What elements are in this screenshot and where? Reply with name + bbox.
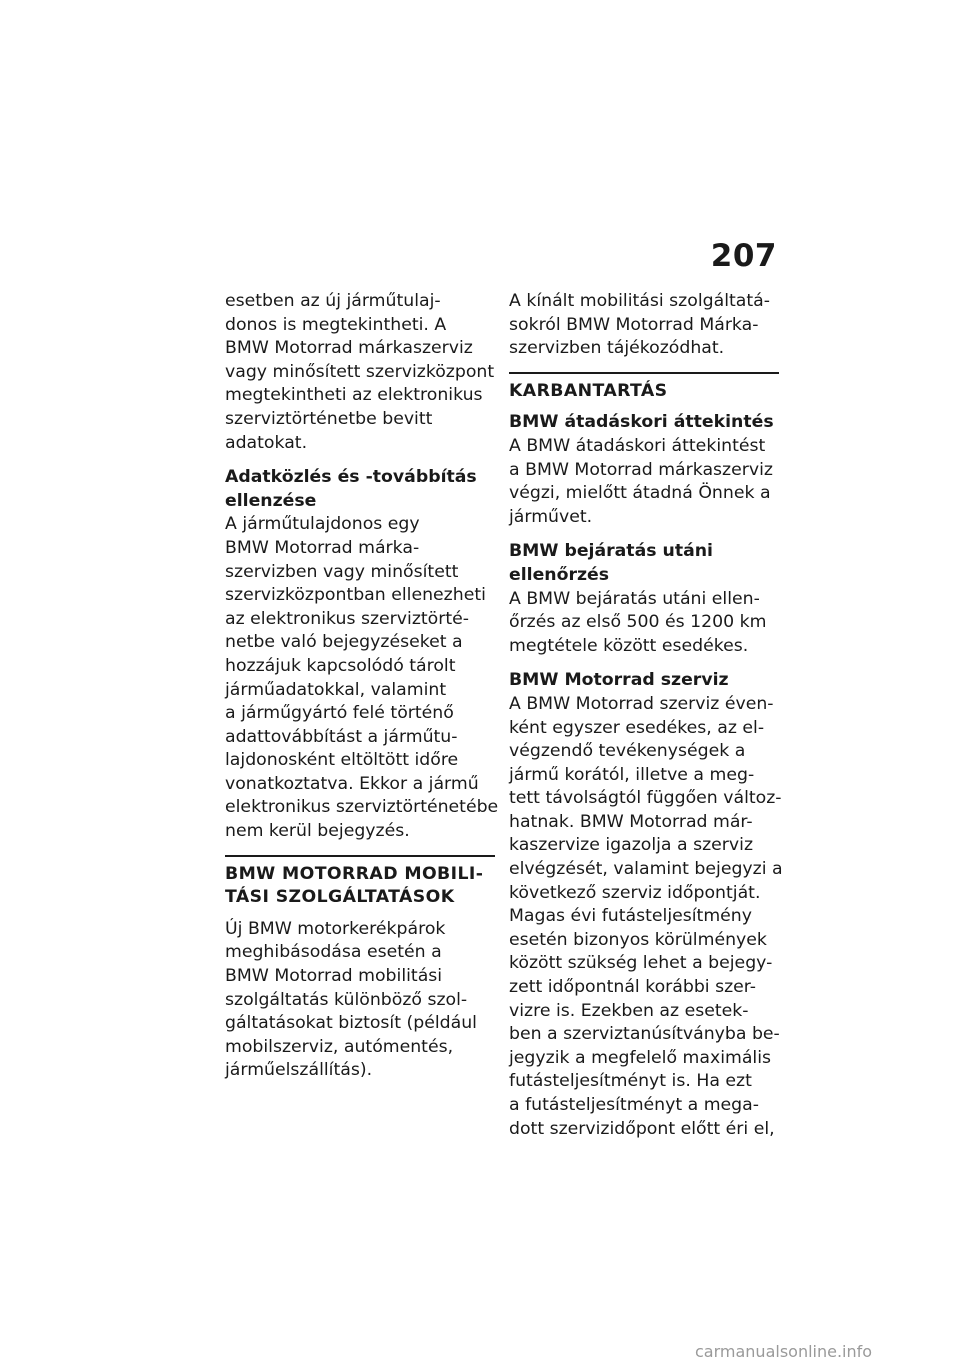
subheading-line: BMW bejáratás utáni: [509, 541, 713, 562]
text-line: A BMW Motorrad szerviz éven-: [509, 693, 774, 714]
text-line: esetén bizonyos körülmények: [509, 929, 767, 950]
text-line: végzi, mielőtt átadná Önnek a: [509, 483, 771, 504]
text-line: vagy minősített szervizközpont: [225, 361, 495, 382]
text-line: Magas évi futásteljesítmény: [509, 906, 752, 927]
text-line: a futásteljesítményt a mega-: [509, 1095, 759, 1115]
text-line: megtekintheti az elektronikus: [225, 385, 483, 406]
text-line: elvégzését, valamint bejegyzi a: [509, 859, 783, 880]
text-line: meghibásodása esetén a: [225, 942, 442, 963]
text-line: hozzájuk kapcsolódó tárolt: [225, 655, 456, 676]
text-line: lajdonosként eltöltött időre: [225, 750, 459, 771]
section-title-line: BMW MOTORRAD MOBILI-: [225, 863, 484, 884]
text-line: szervizközpontban ellenezheti: [225, 585, 486, 606]
text-line: adattovábbítást a járműtu-: [225, 726, 458, 747]
text-line: hatnak. BMW Motorrad már-: [509, 811, 753, 832]
subheading-line: ellenzése: [225, 490, 317, 511]
subheading-line: BMW Motorrad szerviz: [509, 670, 729, 691]
subheading-line: BMW átadáskori áttekintés: [509, 412, 774, 433]
text-line: gáltatásokat biztosít (például: [225, 1013, 477, 1034]
text-line: esetben az új járműtulaj-: [225, 291, 441, 311]
text-line: járműadatokkal, valamint: [225, 679, 447, 700]
text-line: sokról BMW Motorrad Márka-: [509, 314, 759, 335]
text-line: mobilszerviz, autómentés,: [225, 1036, 454, 1057]
text-line: vizre is. Ezekben az esetek-: [509, 1000, 749, 1021]
text-line: jármű korától, illetve a meg-: [509, 764, 755, 785]
text-line: BMW Motorrad márka-: [225, 537, 420, 558]
text-line: megtétele között esedékes.: [509, 635, 749, 656]
text-line: dott szervizidőpont előtt éri el,: [509, 1118, 775, 1139]
text-line: őrzés az első 500 és 1200 km: [509, 612, 767, 633]
text-line: ként egyszer esedékes, az el-: [509, 717, 765, 738]
left-column: [225, 290, 499, 1094]
data-objection-subsection: [225, 466, 499, 844]
text-line: zett időpontnál korábbi szer-: [509, 977, 757, 998]
left-intro-paragraph: [225, 290, 495, 455]
text-line: szervizben vagy minősített: [225, 561, 459, 582]
text-line: a járműgyártó felé történő: [225, 703, 454, 724]
handover-subsection: [509, 411, 779, 529]
subheading-line: Adatközlés és -továbbítás: [225, 467, 477, 488]
subheading-line: ellenőrzés: [509, 564, 610, 585]
text-line: nem kerül bejegyzés.: [225, 821, 410, 842]
text-line: donos is megtekintheti. A: [225, 314, 447, 335]
text-line: ben a szerviztanúsítványba be-: [509, 1024, 780, 1045]
text-line: következő szerviz időpontját.: [509, 882, 761, 903]
text-line: BMW Motorrad mobilitási: [225, 966, 443, 987]
text-line: között szükség lehet a bejegy-: [509, 953, 773, 974]
mobility-paragraph: [225, 918, 495, 1083]
text-line: az elektronikus szerviztörté-: [225, 608, 469, 629]
section-heading-maintenance: [509, 372, 779, 404]
text-line: A kínált mobilitási szolgáltatá-: [509, 291, 770, 311]
section-title-line: TÁSI SZOLGÁLTATÁSOK: [225, 887, 455, 908]
text-line: járműelszállítás).: [225, 1060, 373, 1081]
text-line: jegyzik a megfelelő maximális: [509, 1047, 772, 1068]
text-line: a BMW Motorrad márkaszerviz: [509, 459, 773, 480]
right-column: [509, 290, 783, 1152]
text-line: vonatkoztatva. Ekkor a jármű: [225, 773, 479, 794]
text-line: tett távolságtól függően változ-: [509, 788, 782, 809]
page-number: 207: [710, 238, 777, 274]
text-line: A BMW bejáratás utáni ellen-: [509, 588, 760, 609]
motorrad-service-subsection: [509, 669, 783, 1141]
text-line: A BMW átadáskori áttekintést: [509, 435, 766, 456]
text-line: A járműtulajdonos egy: [225, 514, 420, 535]
text-line: futásteljesítményt is. Ha ezt: [509, 1071, 752, 1092]
section-title-line: KARBANTARTÁS: [509, 380, 668, 401]
text-line: elektronikus szerviztörténetébe: [225, 797, 499, 818]
right-intro-paragraph: [509, 290, 779, 361]
text-line: szolgáltatás különböző szol-: [225, 989, 468, 1010]
text-line: szervizben tájékozódhat.: [509, 338, 725, 359]
text-line: járművet.: [509, 506, 593, 527]
text-line: Új BMW motorkerékpárok: [225, 918, 446, 939]
text-line: kaszervize igazolja a szerviz: [509, 835, 754, 856]
watermark: carmanualsonline.info: [695, 1342, 873, 1361]
text-line: netbe való bejegyzéseket a: [225, 632, 463, 653]
text-line: végzendő tevékenységek a: [509, 741, 746, 762]
break-in-subsection: [509, 540, 779, 658]
text-line: BMW Motorrad márkaszerviz: [225, 338, 473, 359]
text-line: szerviztörténetbe bevitt: [225, 408, 433, 429]
section-heading-mobility: [225, 855, 495, 910]
text-line: adatokat.: [225, 432, 308, 453]
